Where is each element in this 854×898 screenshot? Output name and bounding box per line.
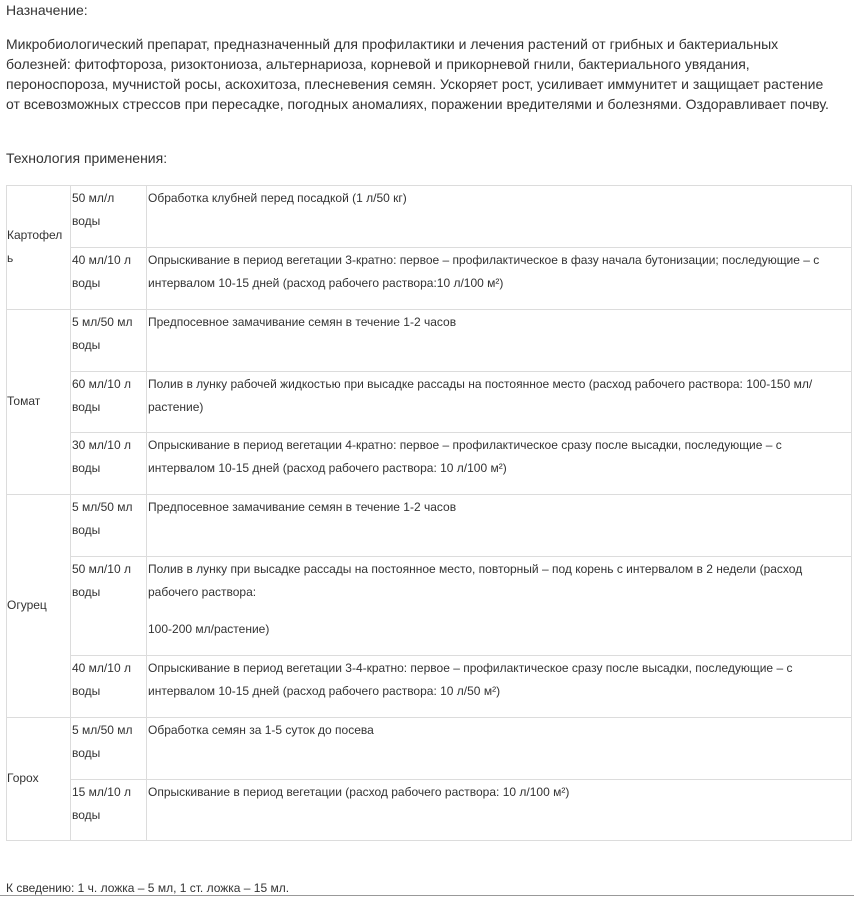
- method-text-extra: 100-200 мл/растение): [148, 622, 270, 636]
- table-row: [7, 780, 852, 841]
- bottom-divider: [0, 895, 854, 896]
- table-row: [7, 557, 852, 656]
- application-table: [6, 185, 852, 841]
- table-row: [7, 310, 852, 372]
- footnote: К сведению: 1 ч. ложка – 5 мл, 1 ст. ложка – 15 мл.: [6, 881, 290, 895]
- table-row: [7, 495, 852, 557]
- crop-name: Томат: [7, 310, 71, 495]
- table-row: [7, 656, 852, 718]
- method-text: Полив в лунку при высадке рассады на постоянное место, повторный – под корень с интервалом в 2 недели (расход рабочего раствора:: [148, 562, 803, 599]
- method-cell: Предпосевное замачивание семян в течение 1-2 часов: [147, 310, 852, 372]
- dose-cell: 15 мл/10 л воды: [71, 780, 147, 841]
- dose-cell: 50 мл/л воды: [71, 186, 147, 248]
- method-cell: Опрыскивание в период вегетации 3-4-кратно: первое – профилактическое сразу после высадки, последующие – с интервалом 10-15 дней (расход рабочего раствора: 10 л/50 м²): [147, 656, 852, 718]
- method-cell: Опрыскивание в период вегетации (расход рабочего раствора: 10 л/100 м²): [147, 780, 852, 841]
- technology-heading: Технология применения:: [6, 150, 168, 166]
- crop-name: Горох: [7, 718, 71, 841]
- method-cell: Опрыскивание в период вегетации 4-кратно: первое – профилактическое сразу после высадки, последующие – с интервалом 10-15 дней (расход рабочего раствора: 10 л/100 м²): [147, 433, 852, 495]
- dose-cell: 30 мл/10 л воды: [71, 433, 147, 495]
- method-cell: Предпосевное замачивание семян в течение 1-2 часов: [147, 495, 852, 557]
- dose-cell: 5 мл/50 мл воды: [71, 495, 147, 557]
- crop-name: Картофель: [7, 186, 71, 310]
- dose-cell: 60 мл/10 л воды: [71, 372, 147, 433]
- product-description: Микробиологический препарат, предназначенный для профилактики и лечения растений от грибных и бактериальных болезней: фитофтороза, ризоктониоза, альтернариоза, корневой и прикорневой гнили, бактериального увядания, пероноспороза, мучнистой росы, аскохитоза, плесневения семян. Ускоряет рост, усиливает иммунитет и защищает растение от всевозможных стрессов при пересадке, погодных аномалиях, поражении вредителями и болезнями. Оздоравливает почву.: [6, 36, 829, 112]
- dose-cell: 40 мл/10 л воды: [71, 656, 147, 718]
- dose-cell: 5 мл/50 мл воды: [71, 718, 147, 780]
- method-cell: Обработка семян за 1-5 суток до посева: [147, 718, 852, 780]
- dose-cell: 5 мл/50 мл воды: [71, 310, 147, 372]
- dose-cell: 50 мл/10 л воды: [71, 557, 147, 656]
- table-row: [7, 372, 852, 433]
- purpose-heading: Назначение:: [6, 2, 88, 18]
- table-row: [7, 186, 852, 248]
- method-cell: Полив в лунку рабочей жидкостью при высадке рассады на постоянное место (расход рабочего раствора: 100-150 мл/растение): [147, 372, 852, 433]
- table-row: [7, 718, 852, 780]
- method-cell: [147, 557, 852, 656]
- dose-cell: 40 мл/10 л воды: [71, 248, 147, 310]
- method-cell: Обработка клубней перед посадкой (1 л/50 кг): [147, 186, 852, 248]
- crop-name: Огурец: [7, 495, 71, 718]
- table-row: [7, 433, 852, 495]
- table-row: [7, 248, 852, 310]
- method-cell: Опрыскивание в период вегетации 3-кратно: первое – профилактическое в фазу начала бутонизации; последующие – с интервалом 10-15 дней (расход рабочего раствора:10 л/100 м²): [147, 248, 852, 310]
